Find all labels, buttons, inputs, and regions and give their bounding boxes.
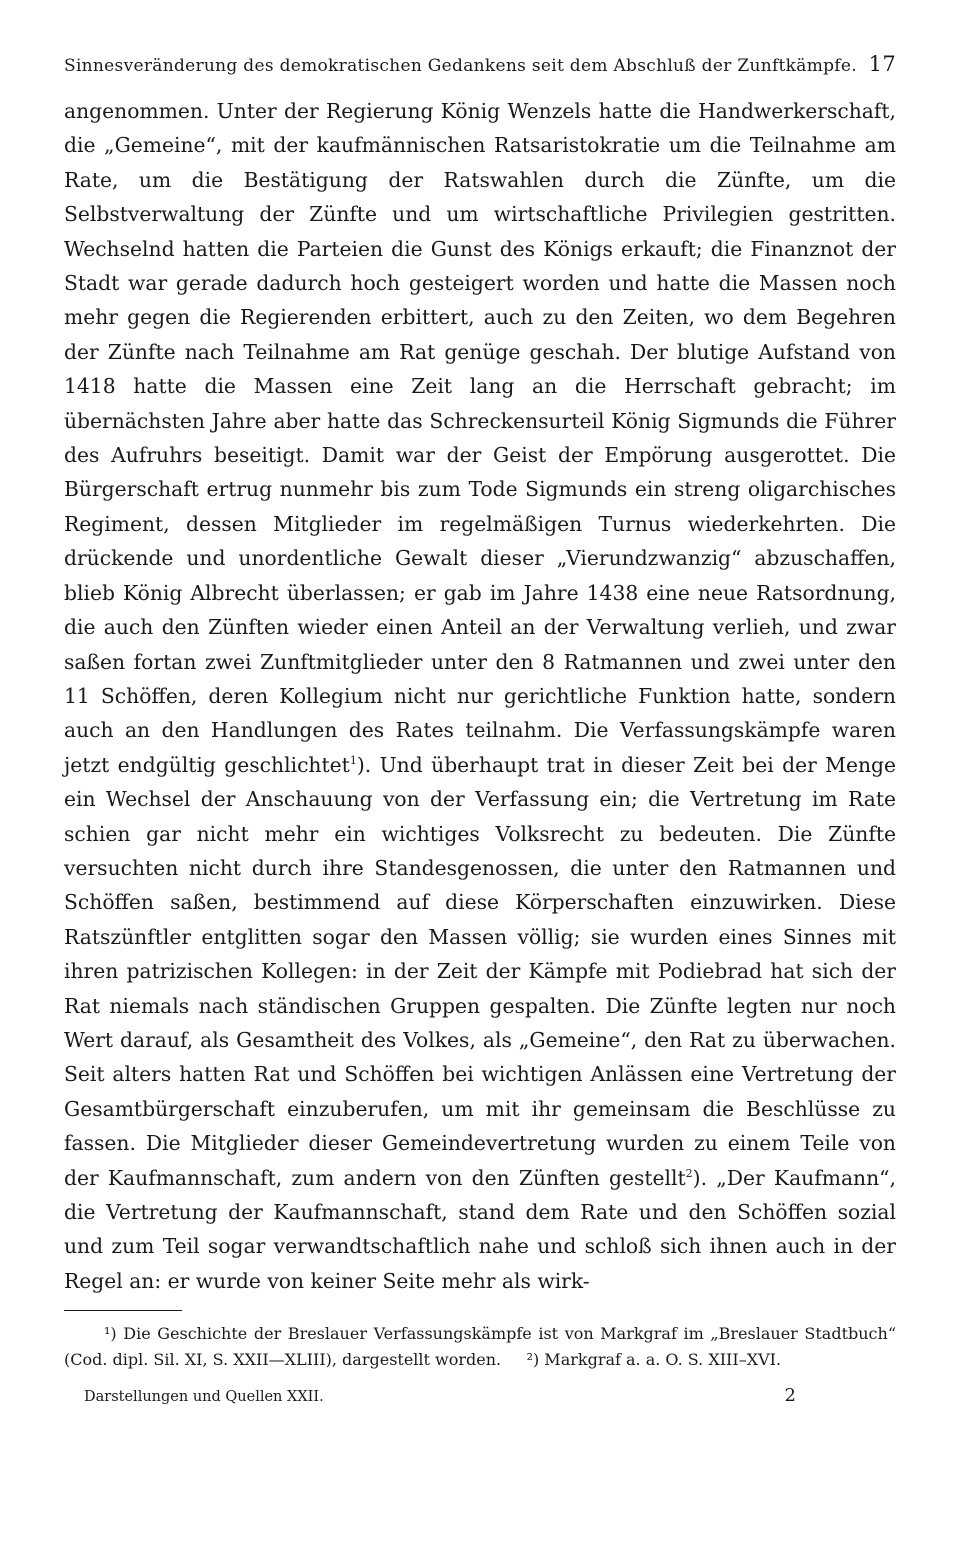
running-head-title: Sinnesveränderung des demokratischen Gedankens seit dem Abschluß der Zunftkämpfe. [64,56,857,76]
body-text-part-1: angenommen. Unter der Regierung König Wenzels hatte die Handwerkerschaft, die „Gemeine“, mit der kaufmännischen Ratsaristokratie um die Teilnahme am Rate, um die Bestätigung der Ratswahlen durch die Zünfte, um die Selbstverwaltung der Zünfte und um wirtschaftliche Privilegien gestritten. Wechselnd hatten die Parteien die Gunst des Königs erkauft; die Finanznot der Stadt war gerade dadurch hoch gesteigert worden und hatte die Massen noch mehr gegen die Regierenden erbittert, auch zu den Zeiten, wo dem Begehren der Zünfte nach Teilnahme am Rat genüge geschah. Der blutige Aufstand von 1418 hatte die Massen eine Zeit lang an die Herrschaft gebracht; im übernächsten Jahre aber hatte das Schreckensurteil König Sigmunds die Führer des Aufruhrs beseitigt. Damit war der Geist der Empörung ausgerottet. Die Bürgerschaft ertrug nunmehr bis zum Tode Sigmunds ein streng oligarchisches Regiment, dessen Mitglieder im regelmäßigen Turnus wiederkehrten. Die drückende und unordentliche Gewalt dieser „Vierundzwanzig“ abzuschaffen, blieb König Albrecht überlassen; er gab im Jahre 1438 eine neue Ratsordnung, die auch den Zünften wieder einen Anteil an der Verwaltung verlieh, und zwar saßen fortan zwei Zunftmitglieder unter den 8 Ratmannen und zwei unter den 11 Schöffen, deren Kollegium nicht nur gerichtliche Funktion hatte, sondern auch an den Handlungen des Rates teilnahm. Die Verfassungskämpfe waren jetzt endgültig geschlichtet [64,99,896,777]
document-page [64,52,896,1522]
series-title: Darstellungen und Quellen XXII. [84,1389,324,1406]
footnote-divider [64,1310,182,1311]
body-text-part-3: . „Der Kaufmann“, die Vertretung der Kaufmannschaft, stand dem Rate und den Schöffen sozial und zum Teil sogar verwandtschaftlich nahe und schloß sich ihnen auch in der Regel an: er wurde von keiner Seite mehr als wirk- [64,1165,896,1293]
footnotes [64,1321,896,1373]
signature-mark: 2 [784,1385,796,1407]
body-paragraph: angenommen. Unter der Regierung König Wenzels hatte die Handwerkerschaft, die „Gemeine“, mit der kaufmännischen Ratsaristokratie um die Teilnahme am Rate, um die Bestätigung der Ratswahlen durch die Zünfte, um die Selbstverwaltung der Zünfte und um wirtschaftliche Privilegien gestritten. Wechselnd hatten die Parteien die Gunst des Königs erkauft; die Finanznot der Stadt war gerade dadurch hoch gesteigert worden und hatte die Massen noch mehr gegen die Regierenden erbittert, auch zu den Zeiten, wo dem Begehren der Zünfte nach Teilnahme am Rat genüge geschah. Der blutige Aufstand von 1418 hatte die Massen eine Zeit lang an die Herrschaft gebracht; im übernächsten Jahre aber hatte das Schreckensurteil König Sigmunds die Führer des Aufruhrs beseitigt. Damit war der Geist der Empörung ausgerottet. Die Bürgerschaft ertrug nunmehr bis zum Tode Sigmunds ein streng oligarchisches Regiment, dessen Mitglieder im regelmäßigen Turnus wiederkehrten. Die drückende und unordentliche Gewalt dieser „Vierundzwanzig“ abzuschaffen, blieb König Albrecht überlassen; er gab im Jahre 1438 eine neue Ratsordnung, die auch den Zünften wieder einen Anteil an der Verwaltung verlieh, und zwar saßen fortan zwei Zunftmitglieder unter den 8 Ratmannen und zwei unter den 11 Schöffen, deren Kollegium nicht nur gerichtliche Funktion hatte, sondern auch an den Handlungen des Rates teilnahm. Die Verfassungskämpfe waren jetzt endgültig geschlichtet$^1$). Und überhaupt trat in dieser Zeit bei der Menge ein Wechsel der Anschauung von der Verfassung ein; die Vertretung im Rate schien gar nicht mehr ein wichtiges Volksrecht zu bedeuten. Die Zünfte versuchten nicht durch ihre Standesgenossen, die unter den Ratmannen und Schöffen saßen, bestimmend auf diese Körperschaften einzuwirken. Diese Ratszünftler entglitten sogar den Massen völlig; sie wurden eines Sinnes mit ihren patrizischen Kollegen: in der Zeit der Kämpfe mit Podiebrad hat sich der Rat niemals nach ständischen Gruppen gespalten. Die Zünfte legten nur noch Wert darauf, als Gesamtheit des Volkes, als „Gemeine“, den Rat zu überwachen. Seit alters hatten Rat und Schöffen bei wichtigen Anlässen eine Vertretung der Gesamtbürgerschaft einzuberufen, um mit ihr gemeinsam die Beschlüsse zu fassen. Die Mitglieder dieser Gemeindevertretung wurden zu einem Teile von der Kaufmannschaft, zum andern von den Zünften gestellt$^2$). „Der Kaufmann“, die Vertretung der Kaufmannschaft, stand dem Rate und den Schöffen sozial und zum Teil sogar verwandtschaftlich nahe und schloß sich ihnen auch in der Regel an: er wurde von keiner Seite mehr als wirk- [64,99,896,1293]
footnote-1: ¹) Die Geschichte der Breslauer Verfassungskämpfe ist von Markgraf im „Breslauer Stadtbuch“ (Cod. dipl. Sil. XI, S. XXII—XLIII), dargestellt worden. [64,1324,896,1370]
footnote-reference-1[interactable]: 1 [349,753,357,767]
footnote-reference-2[interactable]: 2 [685,1166,693,1180]
running-head [64,52,896,94]
body-text-part-2: . Und überhaupt trat in dieser Zeit bei der Menge ein Wechsel der Anschauung von der Verfassung ein; die Vertretung im Rate schien gar nicht mehr ein wichtiges Volksrecht zu bedeuten. Die Zünfte versuchten nicht durch ihre Standesgenossen, die unter den Ratmannen und Schöffen saßen, bestimmend auf diese Körperschaften einzuwirken. Diese Ratszünftler entglitten sogar den Massen völlig; sie wurden eines Sinnes mit ihren patrizischen Kollegen: in der Zeit der Kämpfe mit Podiebrad hat sich der Rat niemals nach ständischen Gruppen gespalten. Die Zünfte legten nur noch Wert darauf, als Gesamtheit des Volkes, als „Gemeine“, den Rat zu überwachen. Seit alters hatten Rat und Schöffen bei wichtigen Anlässen eine Vertretung der Gesamtbürgerschaft einzuberufen, um mit ihr gemeinsam die Beschlüsse zu fassen. Die Mitglieder dieser Gemeindevertretung wurden zu einem Teile von der Kaufmannschaft, zum andern von den Zünften gestellt [64,752,896,1190]
footnote-2: ²) Markgraf a. a. O. S. XIII–XVI. [526,1350,782,1370]
page-footer [64,1385,896,1406]
footnote-1-and-2 [64,1321,896,1373]
page-number: 17 [868,52,896,76]
